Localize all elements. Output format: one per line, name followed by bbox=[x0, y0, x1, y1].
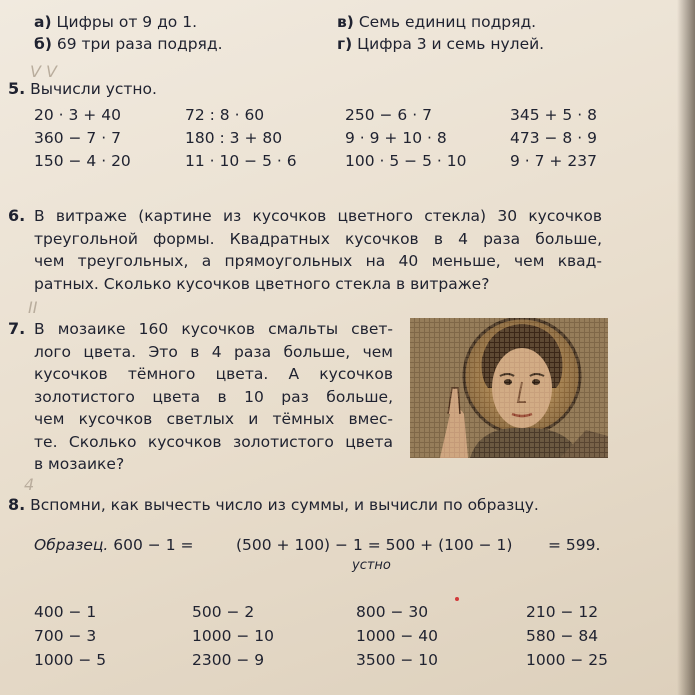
exercise-8-title: Вспомни, как вычесть число из суммы, и вычисли по образцу. bbox=[30, 496, 539, 514]
exercise-5-number: 5. bbox=[8, 79, 26, 98]
exercise-6-number: 6. bbox=[8, 206, 26, 225]
exercise-8-number: 8. bbox=[8, 495, 26, 514]
ex8-col-4: 210 − 12 580 − 84 1000 − 25 bbox=[526, 603, 609, 669]
ex8-col-1: 400 − 1 700 − 3 1000 − 5 bbox=[34, 603, 107, 669]
red-dot-mark bbox=[455, 597, 459, 601]
mosaic-angel-image bbox=[410, 318, 608, 458]
exercise-5-title: Вычисли устно. bbox=[30, 80, 157, 98]
item-v: в) Семь единиц подряд. bbox=[337, 13, 537, 31]
pencil-mark-5: V V bbox=[30, 62, 57, 81]
ex5-col-4: 345 + 5 · 8 473 − 8 · 9 9 · 7 + 237 bbox=[510, 106, 597, 170]
item-g: г) Цифра 3 и семь нулей. bbox=[337, 35, 545, 53]
item-a: а) Цифры от 9 до 1. bbox=[34, 13, 197, 31]
example-transform: (500 + 100) − 1 = 500 + (100 − 1) bbox=[236, 536, 513, 554]
oral-note: устно bbox=[352, 558, 391, 573]
ex8-col-2: 500 − 2 1000 − 10 2300 − 9 bbox=[192, 603, 275, 669]
example-label: Образец. bbox=[34, 536, 109, 554]
exercise-8-header bbox=[8, 494, 539, 516]
exercise-6-text: В витраже (картине из кусочков цветного стекла) 30 кусочков треугольной формы. Квадратных кусочков в 4 раза больше, чем треугольных, а прямоугольных на 40 меньше, чем квад- ратных. Сколько кусочков цветного стекла в витраже? bbox=[34, 207, 602, 293]
ex5-col-1: 20 · 3 + 40 360 − 7 · 7 150 − 4 · 20 bbox=[34, 106, 131, 170]
ex5-col-2: 72 : 8 · 60 180 : 3 + 80 11 · 10 − 5 · 6 bbox=[185, 106, 297, 170]
item-b: б) 69 три раза подряд. bbox=[34, 35, 223, 53]
exercise-7-text: В мозаике 160 кусочков смальты свет- лого цвета. Это в 4 раза больше, чем кусочков тёмного цвета. А кусочков золотистого цвета в 10 раз больше, чем кусочков светлых и тёмных вмес- те. Сколько кусочков золотистого цвета в мозаике? bbox=[34, 320, 393, 473]
ex5-col-3: 250 − 6 · 7 9 · 9 + 10 · 8 100 · 5 − 5 · 10 bbox=[345, 106, 467, 170]
example-expression: 600 − 1 = bbox=[113, 536, 194, 554]
example-line bbox=[34, 534, 194, 556]
exercise-7-number: 7. bbox=[8, 319, 26, 338]
ex8-col-3: 800 − 30 1000 − 40 3500 − 10 bbox=[356, 603, 439, 669]
example-result: = 599. bbox=[548, 536, 601, 554]
pencil-mark-8: 4 bbox=[24, 475, 35, 494]
pencil-mark-7: II bbox=[28, 298, 38, 317]
exercise-5-header bbox=[8, 78, 157, 100]
